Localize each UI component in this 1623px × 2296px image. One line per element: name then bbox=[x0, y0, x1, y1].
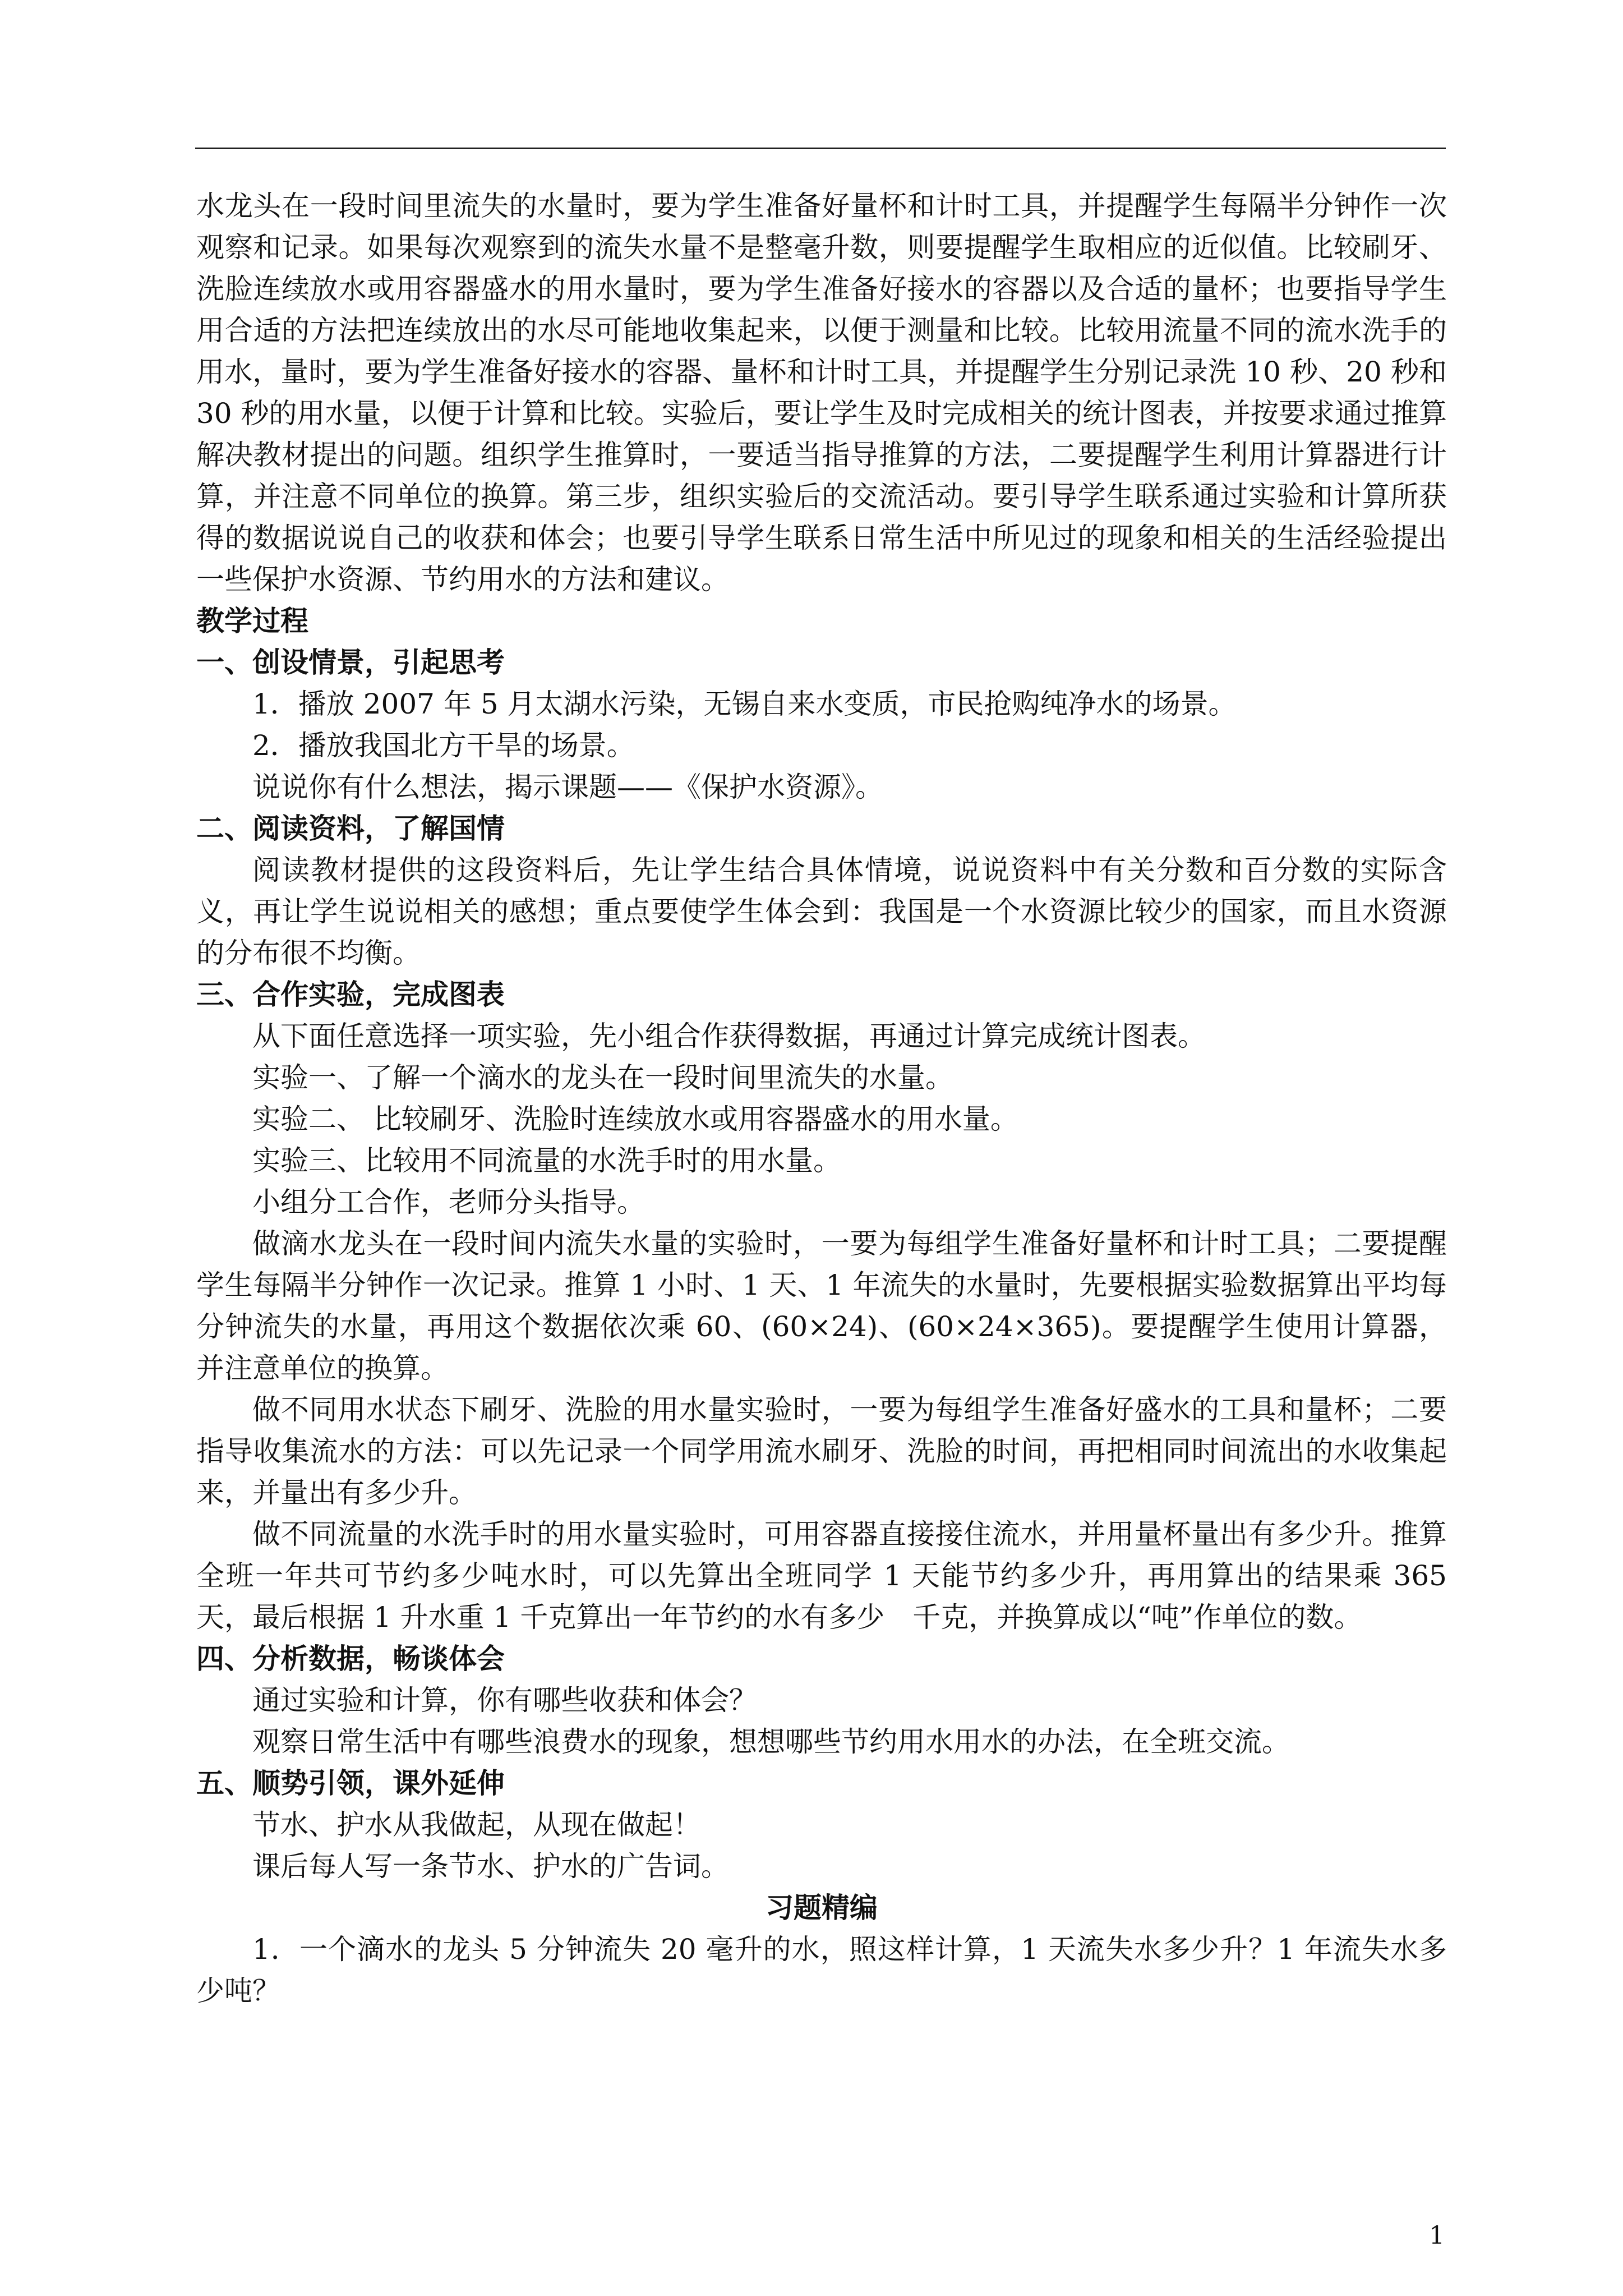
section1-item: 1．播放 2007 年 5 月太湖水污染，无锡自来水变质，市民抢购纯净水的场景。 bbox=[252, 688, 1237, 720]
section2-heading: 二、阅读资料，了解国情 bbox=[196, 812, 505, 845]
document-body bbox=[196, 185, 1447, 2012]
exercises-title: 习题精编 bbox=[766, 1891, 878, 1924]
section5-heading: 五、顺势引领，课外延伸 bbox=[196, 1766, 505, 1800]
section4-heading: 四、分析数据，畅谈体会 bbox=[196, 1642, 505, 1675]
section5-line: 课后每人写一条节水、护水的广告词。 bbox=[252, 1850, 729, 1883]
process-title: 教学过程 bbox=[196, 604, 308, 637]
section3-line: 小组分工合作，老师分头指导。 bbox=[252, 1186, 645, 1218]
section3-line: 从下面任意选择一项实验，先小组合作获得数据，再通过计算完成统计图表。 bbox=[252, 1020, 1206, 1052]
section3-heading: 三、合作实验，完成图表 bbox=[196, 978, 505, 1011]
section3-line: 实验二、 比较刷牙、洗脸时连续放水或用容器盛水的用水量。 bbox=[252, 1103, 1018, 1135]
section3-line: 实验一、了解一个滴水的龙头在一段时间里流失的水量。 bbox=[252, 1061, 953, 1094]
section5-line: 节水、护水从我做起，从现在做起！ bbox=[252, 1809, 701, 1841]
opening-paragraph: 水龙头在一段时间里流失的水量时，要为学生准备好量杯和计时工具，并提醒学生每隔半分钟作一次观察和记录。如果每次观察到的流失水量不是整毫升数，则要提醒学生取相应的近似值。比较刷牙、洗脸连续放水或用容器盛水的用水量时，要为学生准备好接水的容器以及合适的量杯；也要指导学生用合适的方法把连续放出的水尽可能地收集起来，以便于测量和比较。比较用流量不同的流水洗手的用水，量时，要为学生准备好接水的容器、量杯和计时工具，并提醒学生分别记录洗 10 秒、20 秒和 30 秒的用水量，以便于计算和比较。实验后，要让学生及时完成相关的统计图表，并按要求通过推算解决教材提出的问题。组织学生推算时，一要适当指导推算的方法，二要提醒学生利用计算器进行计算，并注意不同单位的换算。第三步，组织实验后的交流活动。要引导学生联系通过实验和计算所获得的数据说说自己的收获和体会；也要引导学生联系日常生活中所见过的现象和相关的生活经验提出一些保护水资源、节约用水的方法和建议。 bbox=[196, 190, 1447, 596]
page-number: 1 bbox=[1429, 2221, 1445, 2250]
section2-paragraph: 阅读教材提供的这段资料后，先让学生结合具体情境，说说资料中有关分数和百分数的实际含义，再让学生说说相关的感想；重点要使学生体会到：我国是一个水资源比较少的国家，而且水资源的分布很不均衡。 bbox=[196, 854, 1447, 969]
section3-paragraph: 做滴水龙头在一段时间内流失水量的实验时，一要为每组学生准备好量杯和计时工具；二要提醒学生每隔半分钟作一次记录。推算 1 小时、1 天、1 年流失的水量时，先要根据实验数据算出平均每分钟流失的水量，再用这个数据依次乘 60、(60×24)、(60×24×365)。要提醒学生使用计算器，并注意单位的换算。 bbox=[196, 1227, 1447, 1384]
section3-paragraph: 做不同用水状态下刷牙、洗脸的用水量实验时，一要为每组学生准备好盛水的工具和量杯；二要指导收集流水的方法：可以先记录一个同学用流水刷牙、洗脸的时间，再把相同时间流出的水收集起来，并量出有多少升。 bbox=[196, 1393, 1447, 1509]
section3-paragraph: 做不同流量的水洗手时的用水量实验时，可用容器直接接住流水，并用量杯量出有多少升。推算全班一年共可节约多少吨水时，可以先算出全班同学 1 天能节约多少升，再用算出的结果乘 365 天，最后根据 1 升水重 1 千克算出一年节约的水有多少 千克，并换算成以“吨”作单位的数。 bbox=[196, 1518, 1447, 1634]
section1-item: 说说你有什么想法，揭示课题——《保护水资源》。 bbox=[252, 771, 883, 803]
header-rule bbox=[195, 148, 1446, 149]
section4-line: 观察日常生活中有哪些浪费水的现象，想想哪些节约用水用水的办法，在全班交流。 bbox=[252, 1726, 1290, 1758]
section1-heading: 一、创设情景，引起思考 bbox=[196, 646, 505, 679]
section1-item: 2．播放我国北方干旱的场景。 bbox=[252, 729, 635, 762]
section3-line: 实验三、比较用不同流量的水洗手时的用水量。 bbox=[252, 1144, 841, 1177]
exercise-question: 1．一个滴水的龙头 5 分钟流失 20 毫升的水，照这样计算，1 天流失水多少升？1 年流失水多少吨？ bbox=[196, 1933, 1447, 2007]
section4-line: 通过实验和计算，你有哪些收获和体会？ bbox=[252, 1684, 757, 1717]
